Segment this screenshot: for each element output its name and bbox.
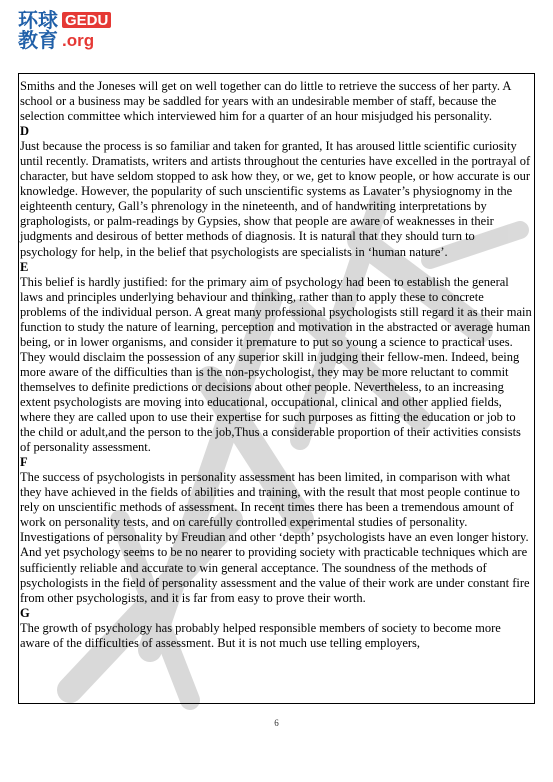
paragraph-d: Just because the process is so familiar and taken for granted, It has aroused little scientific curiosity until recently. Dramatists, writers and artists throughout the centuries have excelled in the portrayal of character, but have seldom stopped to ask how they, or we, get to know people, or how accurate is our knowledge. However, the popularity of such unscientific systems as Lavater’s physiognomy in the eighteenth century, Gall’s phrenology in the nineteenth, and of handwriting interpretations by graphologists, or palm-readings by Gypsies, show that people are aware of weaknesses in their judgments and desirous of better methods of diagnosis. It is natural that they should turn to psychology for help, in the belief that psychologists are specialists in ‘human nature’.: [20, 139, 531, 259]
logo-bottom-row: [18, 30, 138, 50]
section-heading-e: E: [20, 259, 29, 274]
logo-text-top: 环球: [18, 8, 58, 32]
section-heading-f: F: [20, 455, 28, 470]
section-heading-d: D: [20, 124, 30, 139]
document-body: [20, 79, 533, 651]
paragraph-continuation: Smiths and the Joneses will get on well together can do little to retrieve the success of her party. A school or a business may be saddled for years with an undesirable member of staff, because the selection committee which interviewed him for a quarter of an hour misjudged his personality.: [20, 79, 511, 124]
logo-top-row: [18, 10, 138, 30]
logo-text-bottom: 教育: [18, 28, 58, 52]
page-number: 6: [274, 718, 279, 728]
logo-badge: GEDU: [62, 12, 111, 28]
paragraph-f: The success of psychologists in personality assessment has been limited, in comparison with what they have achieved in the fields of abilities and training, with the result that most people continue to rely on unscientific methods of assessment. In recent times there has been a tremendous amount of work on personality tests, and on carefully controlled experimental studies of personality. Investigations of personality by Freudian and other ‘depth’ psychologists have an even longer history. And yet psychology seems to be no nearer to providing society with practicable techniques which are sufficiently reliable and accurate to win general acceptance. The soundness of the methods of psychologists in the field of personality assessment and the value of their work are under constant fire from other psychologists, and it is far from easy to prove their worth.: [20, 470, 530, 605]
logo-domain: .org: [62, 30, 95, 50]
section-heading-g: G: [20, 605, 30, 620]
paragraph-g: The growth of psychology has probably helped responsible members of society to become more aware of the difficulties of assessment. But it is not much use telling employers,: [20, 620, 501, 650]
gedu-logo: [18, 10, 138, 54]
paragraph-e: This belief is hardly justified: for the primary aim of psychology had been to establish the general laws and principles underlying behaviour and thinking, rather than to apply these to concrete problems of the individual person. A great many professional psychologists still regard it as their main function to study the nature of learning, perception and motivation in the abstracted or average human being, or in lower organisms, and consider it premature to put so young a science to practical uses. They would disclaim the possession of any superior skill in judging their fellow-men. Indeed, being more aware of the difficulties than is the non-psychologist, they may be more reluctant to commit themselves to definite predictions or decisions about other people. Nevertheless, to an increasing extent psychologists are moving into educational, occupational, clinical and other applied fields, where they are called upon to use their expertise for such purposes as fitting the education or job to the child or adult,and the person to the job,Thus a considerable proportion of their activities consists of personality assessment.: [20, 274, 532, 455]
